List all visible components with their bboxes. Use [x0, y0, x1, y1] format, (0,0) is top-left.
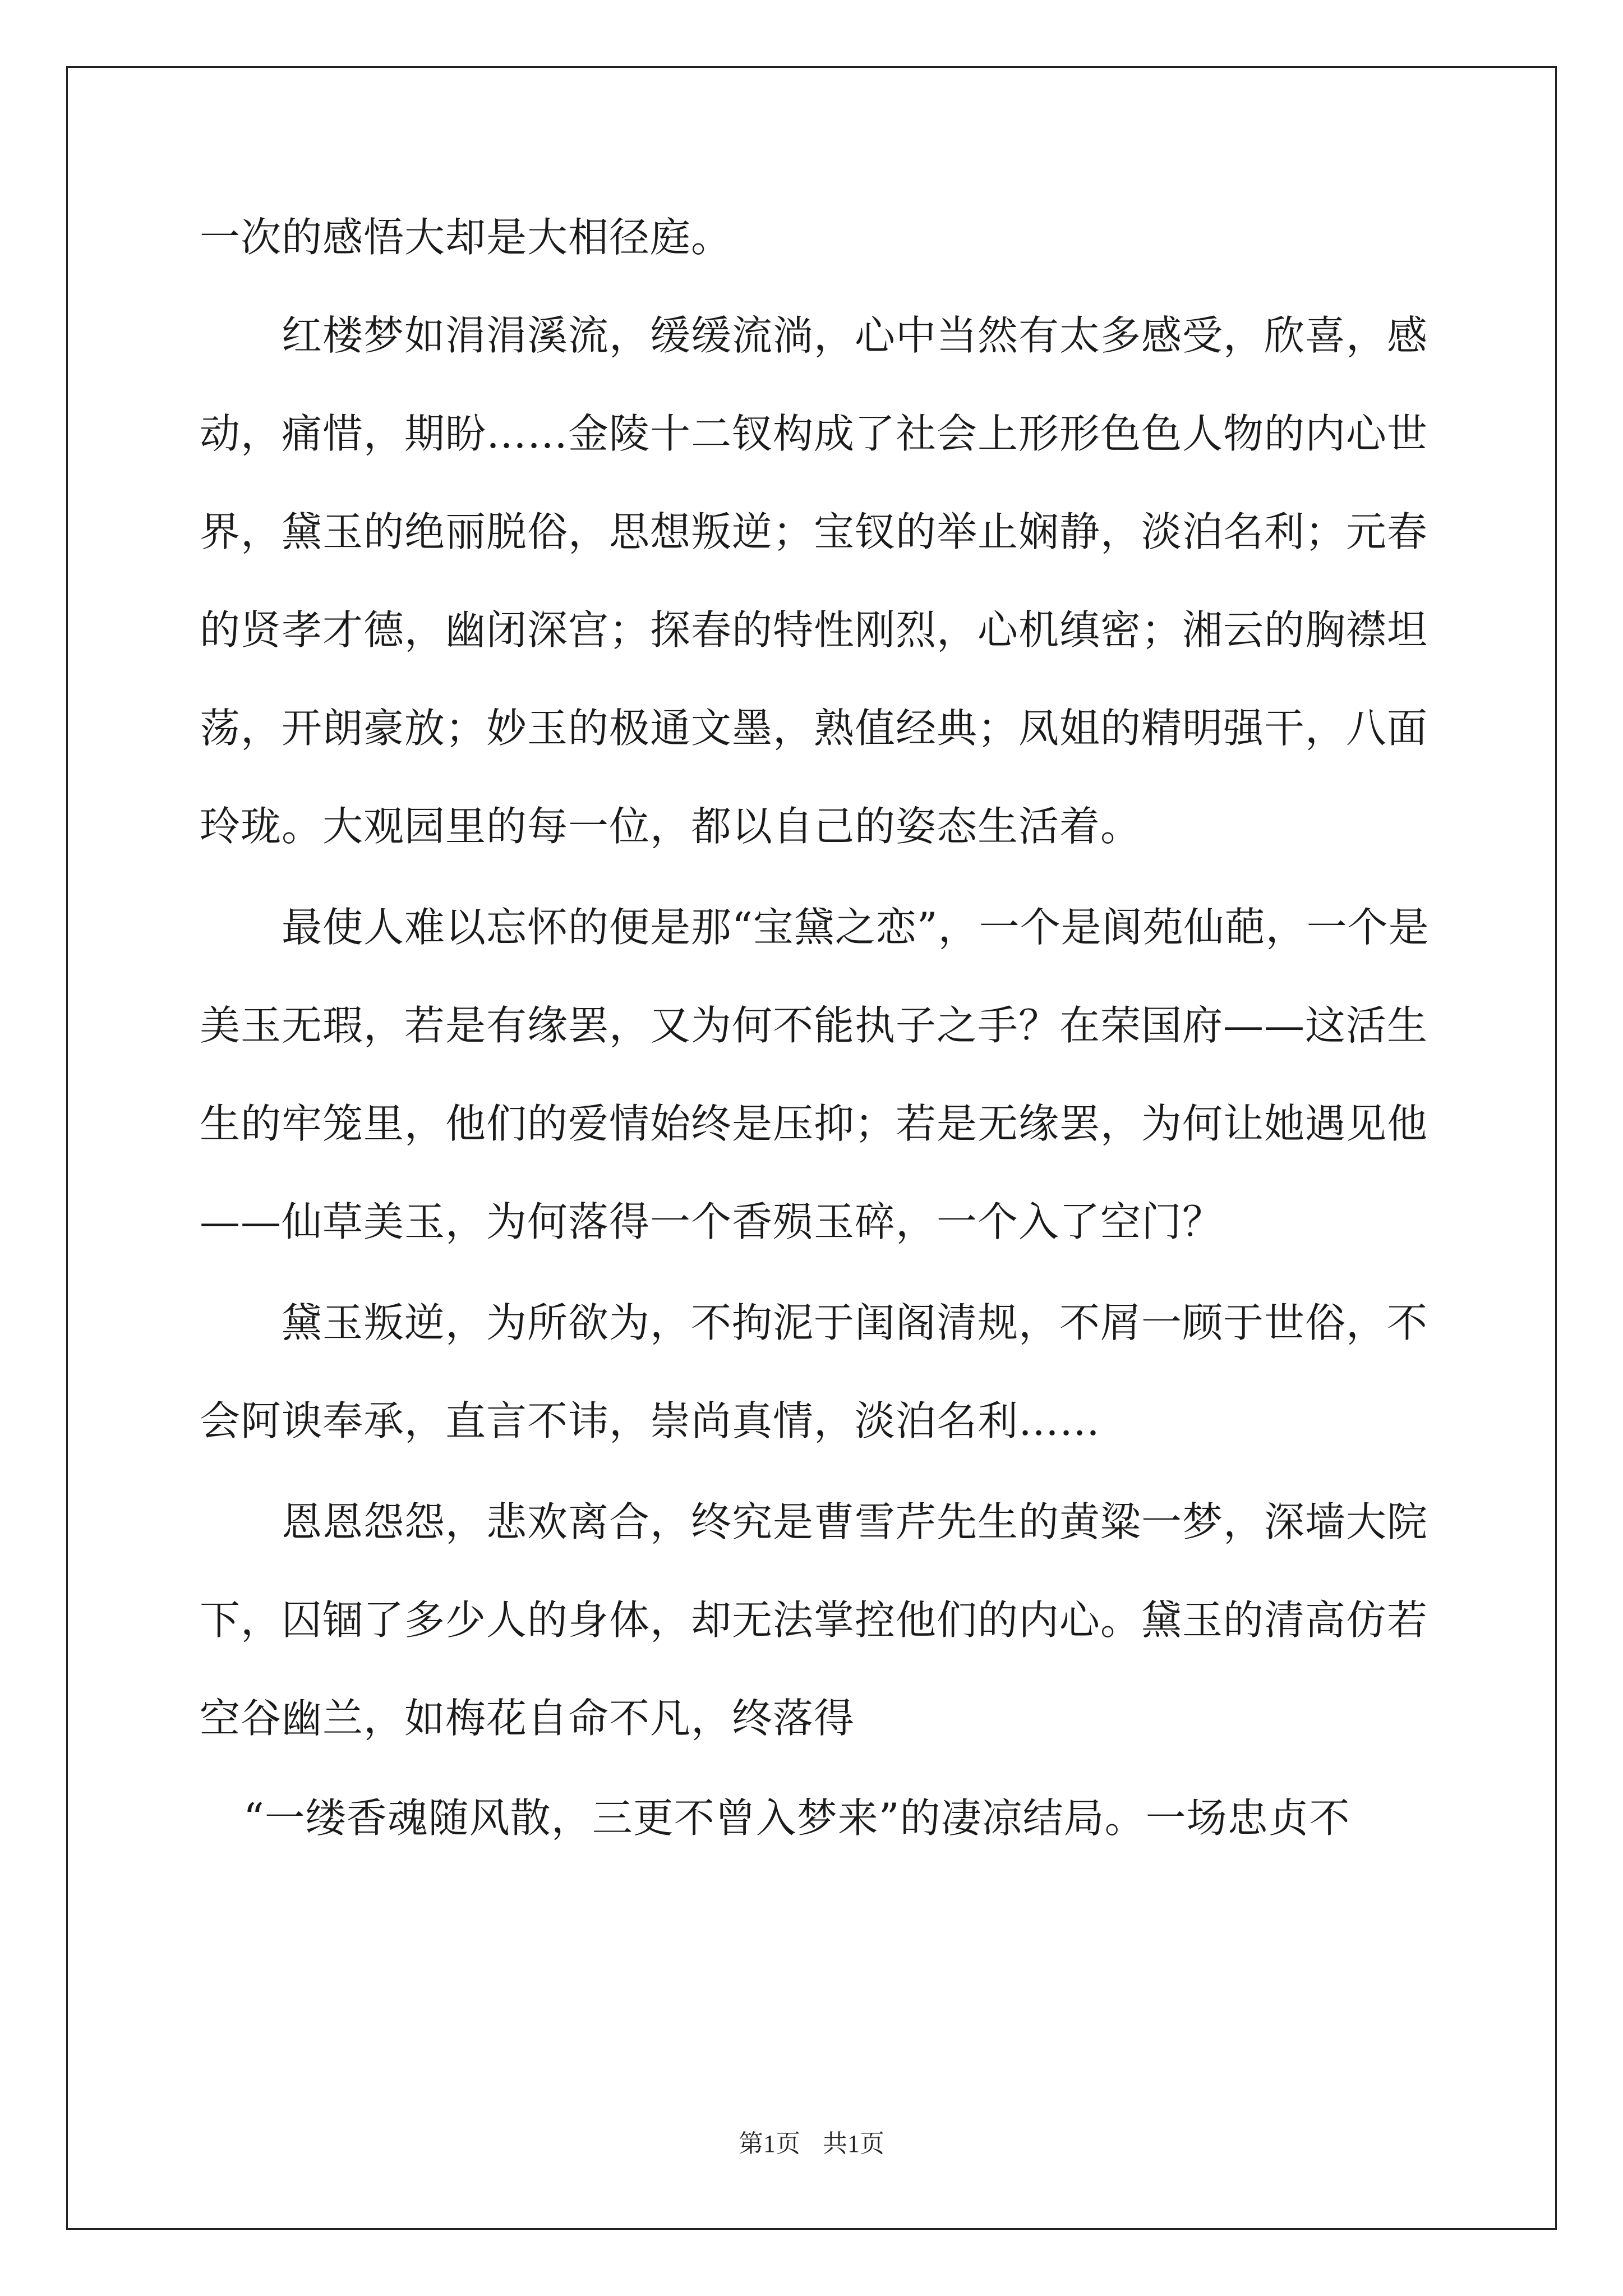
text-line: 动，痛惜，期盼……金陵十二钗构成了社会上形形色色人物的内心世 [200, 410, 1428, 457]
text-line: 会阿谀奉承，直言不讳，崇尚真情，淡泊名利…… [200, 1397, 1101, 1444]
text-line: “一缕香魂随风散，三更不曾入梦来”的凄凉结局。一场忠贞不 [243, 1795, 1350, 1842]
text-line: 玲珑。大观园里的每一位，都以自己的姿态生活着。 [200, 803, 1142, 850]
text-line: 黛玉叛逆，为所欲为，不拘泥于闺阁清规，不屑一顾于世俗，不 [282, 1299, 1428, 1346]
text-line: 最使人难以忘怀的便是那“宝黛之恋”，一个是阆苑仙葩，一个是 [282, 904, 1430, 951]
text-line: 红楼梦如涓涓溪流，缓缓流淌，心中当然有太多感受，欣喜，感 [282, 312, 1428, 359]
text-line: 下，囚锢了多少人的身体，却无法掌控他们的内心。黛玉的清高仿若 [200, 1596, 1428, 1644]
text-line: 美玉无瑕，若是有缘罢，又为何不能执子之手？在荣国府——这活生 [200, 1002, 1428, 1049]
page-total: 共1页 [823, 2130, 884, 2157]
text-line: 的贤孝才德，幽闭深宫；探春的特性刚烈，心机缜密；湘云的胸襟坦 [200, 606, 1428, 654]
page-number: 第1页 [739, 2130, 800, 2157]
text-line: 生的牢笼里，他们的爱情始终是压抑；若是无缘罢，为何让她遇见他 [200, 1100, 1428, 1147]
text-line: 一次的感悟大却是大相径庭。 [200, 214, 732, 261]
text-line: 空谷幽兰，如梅花自命不凡，终落得 [200, 1695, 855, 1742]
text-line: 界，黛玉的绝丽脱俗，思想叛逆；宝钗的举止娴静，淡泊名利；元春 [200, 508, 1428, 555]
text-line: 恩恩怨怨，悲欢离合，终究是曹雪芹先生的黄粱一梦，深墙大院 [282, 1498, 1428, 1545]
text-line: ——仙草美玉，为何落得一个香殒玉碎，一个入了空门？ [200, 1198, 1224, 1245]
page-footer [0, 2127, 1623, 2161]
text-line: 荡，开朗豪放；妙玉的极通文墨，熟值经典；凤姐的精明强干，八面 [200, 705, 1428, 752]
